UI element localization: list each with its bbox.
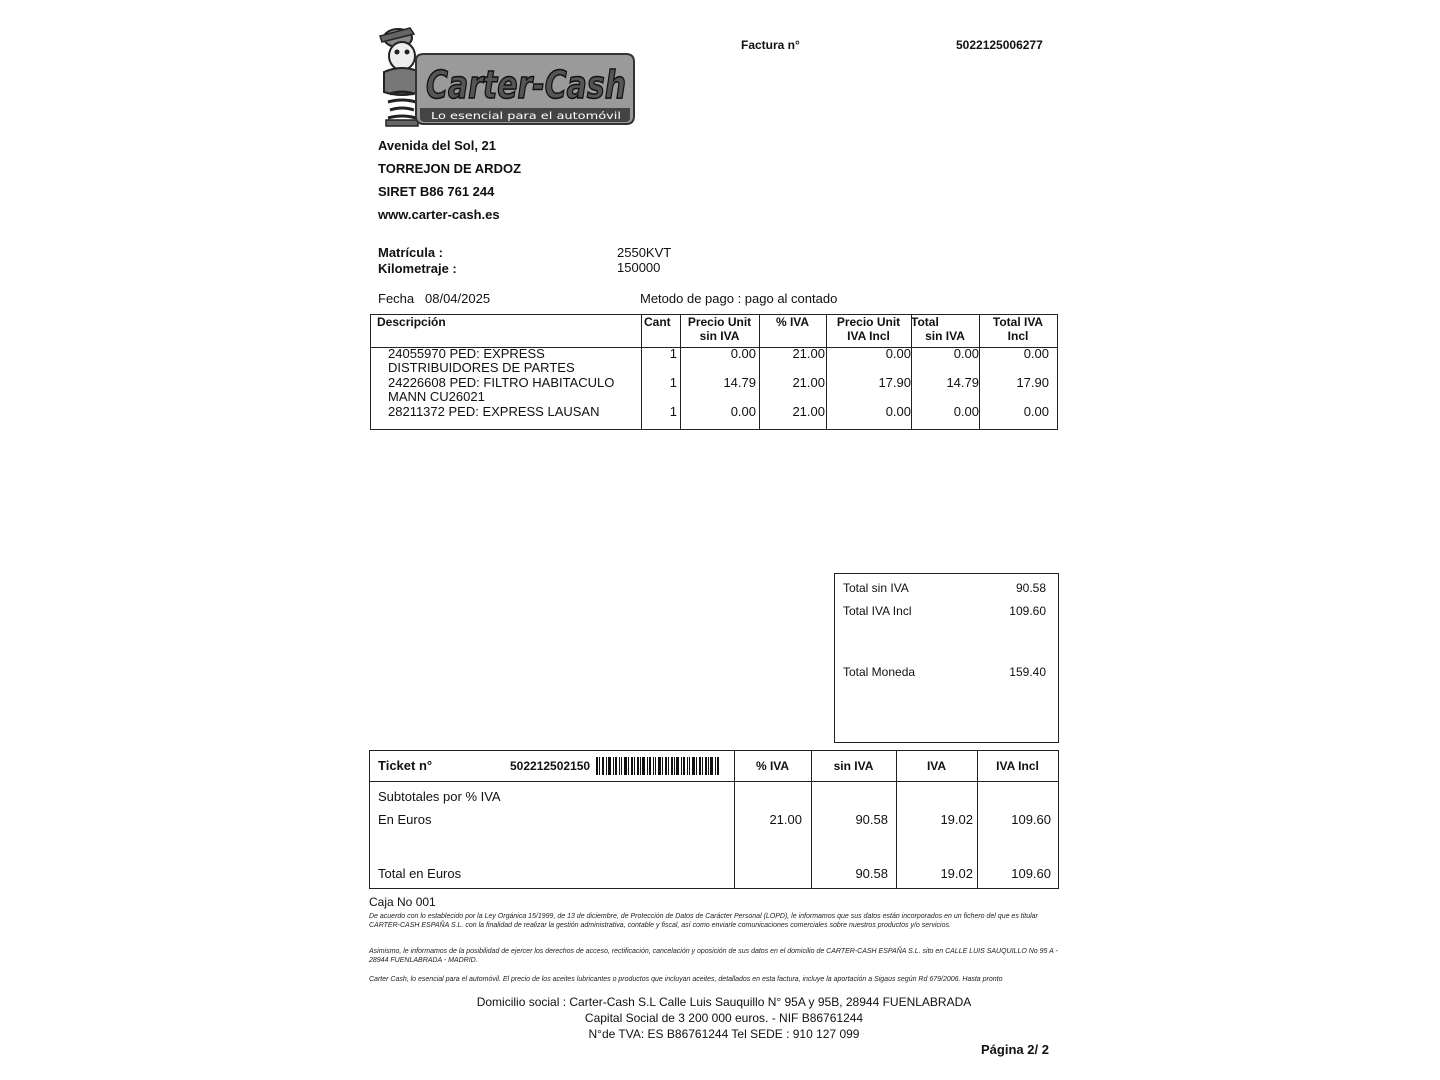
row1-unit-incl: 0.00 xyxy=(885,346,911,361)
km-value: 150000 xyxy=(617,260,661,275)
total-iva-incl-value: 109.60 xyxy=(1009,604,1046,618)
footer-capital: Capital Social de 3 200 000 euros. - NIF B86761244 xyxy=(584,1011,864,1025)
row1-qty: 1 xyxy=(669,346,677,361)
ticket-header-incl: IVA Incl xyxy=(996,759,1039,773)
row3-total: 0.00 xyxy=(953,404,979,419)
row1-desc: 24055970 PED: EXPRESS DISTRIBUIDORES DE PARTES xyxy=(388,346,575,375)
row1-total: 0.00 xyxy=(953,346,979,361)
date-value: 08/04/2025 xyxy=(425,291,491,306)
company-siret: SIRET B86 761 244 xyxy=(378,184,495,199)
footer-tva: N°de TVA: ES B86761244 Tel SEDE : 910 127 099 xyxy=(588,1027,860,1041)
legal-sigaus: Carter Cash, lo esencial para el automóvil. El precio de los aceites lubricantes o productos que incluyan aceites, detallados en esta factura, incluye la aportación a Sigaus según Rd 679/2006. Hasta pronto xyxy=(369,976,1003,983)
total-euros-iva: 19.02 xyxy=(940,866,973,881)
row1-unit: 0.00 xyxy=(730,346,756,361)
total-moneda-value: 159.40 xyxy=(1009,665,1046,679)
header-iva: % IVA xyxy=(775,315,810,329)
plate-label: Matrícula : xyxy=(378,245,444,260)
subtotals-label: Subtotales por % IVA xyxy=(378,789,501,804)
plate-value: 2550KVT xyxy=(617,245,672,260)
invoice-number: 5022125006277 xyxy=(956,38,1043,52)
ticket-number: 502212502150 xyxy=(510,759,591,773)
mascot-icon xyxy=(380,28,420,126)
row2-total: 14.79 xyxy=(946,375,979,390)
euros-vat: 21.00 xyxy=(769,812,802,827)
legal-rights: Asimismo, le informamos de la posibilidad de ejercer los derechos de acceso, rectificación, cancelación y oposición de sus datos en el domicilio de CARTER-CASH ESPAÑA S.L. sito en CALLE LUIS SAUQUILLO No 95 A - 28944 FUENLABRADA - MADRID. xyxy=(369,948,1058,964)
logo-tagline: Lo esencial para el automóvil xyxy=(431,111,578,122)
row2-unit-incl: 17.90 xyxy=(878,375,911,390)
footer-domicilio: Domicilio social : Carter-Cash S.L Calle Luis Sauquillo N° 95A y 95B, 28944 FUENLABRADA xyxy=(476,995,972,1009)
total-sin-iva-label: Total sin IVA xyxy=(843,581,909,595)
company-address: Avenida del Sol, 21 xyxy=(378,138,497,153)
row2-total-incl: 17.90 xyxy=(1016,375,1049,390)
header-precio-unit: Precio Unit sin IVA xyxy=(687,315,752,343)
header-precio-unit-iva: Precio Unit IVA Incl xyxy=(836,315,901,343)
row3-vat: 21.00 xyxy=(792,404,825,419)
header-total-iva-incl: Total IVA Incl xyxy=(992,315,1044,343)
row3-unit: 0.00 xyxy=(730,404,756,419)
header-descripcion: Descripción xyxy=(377,315,446,329)
ticket-table xyxy=(369,750,1059,889)
euros-incl: 109.60 xyxy=(1011,812,1051,827)
items-table xyxy=(370,314,1058,430)
date-label: Fecha xyxy=(378,291,415,306)
total-euros-incl: 109.60 xyxy=(1011,866,1051,881)
ticket-label: Ticket n° xyxy=(378,758,433,773)
total-moneda-label: Total Moneda xyxy=(843,665,916,679)
total-euros-label: Total en Euros xyxy=(378,866,462,881)
row2-unit: 14.79 xyxy=(723,375,756,390)
caja-number: Caja No 001 xyxy=(369,895,436,909)
euros-iva: 19.02 xyxy=(940,812,973,827)
total-sin-iva-value: 90.58 xyxy=(1015,581,1046,595)
row3-total-incl: 0.00 xyxy=(1023,404,1049,419)
invoice-label: Factura n° xyxy=(741,38,800,52)
totals-box xyxy=(834,573,1059,743)
row1-total-incl: 0.00 xyxy=(1023,346,1049,361)
legal-lopd: De acuerdo con lo establecido por la Ley Orgánica 15/1999, de 13 de diciembre, de Protección de Datos de Carácter Personal (LOPD), le informamos que sus datos están incorporados en un fichero del que es titular CARTER-CASH ESPAÑA S.L. con la finalidad de realizar la gestión administrativa, contable y fiscal, así como enviarle comunicaciones comerciales sobre nuestros productos y/o servicios. xyxy=(369,913,1038,929)
barcode-icon xyxy=(596,757,720,775)
ticket-header-base: sin IVA xyxy=(833,759,874,773)
payment-method: Metodo de pago : pago al contado xyxy=(640,291,838,306)
page-number: Página 2/ 2 xyxy=(981,1042,1049,1057)
row3-desc: 28211372 PED: EXPRESS LAUSAN xyxy=(388,404,600,419)
header-cant: Cant xyxy=(644,315,671,329)
euros-base: 90.58 xyxy=(855,812,888,827)
row2-vat: 21.00 xyxy=(792,375,825,390)
logo-brand: Carter-Cash xyxy=(426,63,626,107)
row3-unit-incl: 0.00 xyxy=(885,404,911,419)
company-city: TORREJON DE ARDOZ xyxy=(378,161,522,176)
total-iva-incl-label: Total IVA Incl xyxy=(843,604,912,618)
row2-desc: 24226608 PED: FILTRO HABITACULO MANN CU26021 xyxy=(388,375,615,404)
carter-cash-logo xyxy=(376,20,638,132)
euros-label: En Euros xyxy=(378,812,432,827)
row1-vat: 21.00 xyxy=(792,346,825,361)
ticket-header-vat: % IVA xyxy=(755,759,790,773)
header-total-sin-iva: Total sin IVA xyxy=(911,315,965,343)
company-website: www.carter-cash.es xyxy=(378,207,500,222)
km-label: Kilometraje : xyxy=(378,261,457,276)
row3-qty: 1 xyxy=(669,404,677,419)
total-euros-base: 90.58 xyxy=(855,866,888,881)
ticket-header-iva: IVA xyxy=(926,759,947,773)
row2-qty: 1 xyxy=(669,375,677,390)
